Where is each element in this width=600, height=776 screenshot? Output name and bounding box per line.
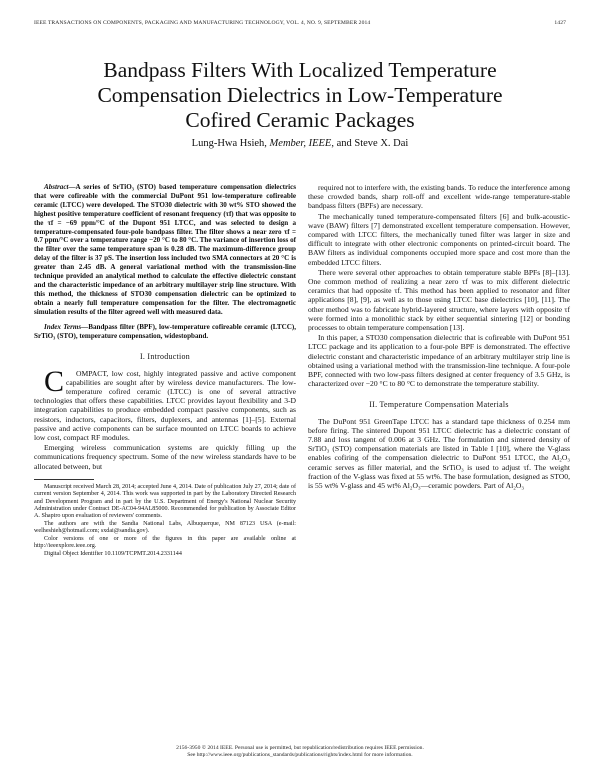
left-column (34, 183, 296, 558)
footnote-color-versions: Color versions of one or more of the figures in this paper are available online at http://ieeexplore.ieee.org. (34, 535, 296, 550)
title-line-3: Cofired Ceramic Packages (185, 108, 415, 132)
rights-link-line: See http://www.ieee.org/publications_standards/publications/rights/index.html for more information. (187, 752, 413, 759)
page-number: 1427 (554, 20, 566, 26)
copyright-footer (34, 745, 566, 760)
copyright-line: 2156-3950 © 2014 IEEE. Personal use is permitted, but republication/redistribution requires IEEE permission. (176, 745, 424, 751)
intro-paragraph-2-cont: required not to interfere with, the existing bands. To reduce the interference among these crowded bands, sharp roll-off and excellent wide-range temperature-stable bandpass filters (BPFs) are necessary. (308, 183, 570, 211)
index-terms-label: Index Terms (44, 322, 82, 331)
title-line-2: Compensation Dielectrics in Low-Temperature (97, 83, 503, 107)
materials-paragraph-1: The DuPont 951 GreenTape LTCC has a standard tape thickness of 0.254 mm before firing. The sintered Dupont 951 LTCC dielectric has a dielectric constant of 7.88 and loss tangent of 0.006 at 3 GHz. The formulation and sintered density of SrTiO₃ (STO) compensation materials are listed in Table I [10], where the V-glass enables cofiring of the compensation dielectric to DuPont 951 LTCC, the Al₂O₃ ceramic serves as filler material, and the SrTiO₃ is used to adjust τf. The weight fraction of the V-glass was fixed at 55 wt%. The base formulation, designed as STO0, is 55 wt% V-glass and 45 wt% Al₂O₃—ceramic powders. Part of Al₂O₃ (308, 416, 570, 491)
section-heading-introduction: I. Introduction (139, 352, 191, 362)
intro-paragraph-1-text: OMPACT, low cost, highly integrated passive and active component capabilities are sought after by wireless device manufacturers. The low-temperature cofired ceramic (LTCC) is one of several attractive technologies that offers these capabilities. LTCC provides layout flexibility and 3-D integration capabilities to produce embedded compact passive components, such as resistors, inductors, capacitors, filters, duplexers, and antennas [1]–[5]. External passive and active components can be surface mounted on LTCC boards to achieve low cost, compact RF modules. (34, 368, 296, 443)
running-header (34, 20, 566, 26)
author-2: , and Steve X. Dai (331, 138, 409, 149)
intro-paragraph-4: There were several other approaches to obtain temperature stable BPFs [8]–[13]. One common method of realizing a near zero τf was to mix different dielectric ceramics that had opposite τf. This method has been applied to resonator and filter applications [8], [9], as well as to those using LTCC base dielectrics [10], [11]. The other method was to fabricate hybrid-layered structure, where layers with opposite τf were formed into a monolithic stack by either sequential sintering [12] or bonding processes to obtain temperature compensation [13]. (308, 267, 570, 333)
footnote-manuscript: Manuscript received March 28, 2014; accepted June 4, 2014. Date of publication July 27, 2014; date of current version September 4, 2014. This work was supported in part by the Laboratory Directed Research and Development Program and in part by the U.S. Department of Energy's National Nuclear Security Administration under Contract DE-AC04-94AL85000. Recommended for publication by Associate Editor A. Shapiro upon evaluation of reviewers' comments. (34, 483, 296, 520)
intro-paragraph-3: The mechanically tuned temperature-compensated filters [6] and bulk-acoustic-wave (BAW) filters [7] demonstrated excellent temperature compensation. However, compared with LTCC filters, the mechanically tuned filter was larger in size and difficult to integrate with other electronic components on printed-circuit board. The BAW filters as individual components occupied more space and cost more than the embedded LTCC filters. (308, 211, 570, 267)
author-line (40, 138, 560, 149)
footnote-divider (34, 479, 94, 480)
abstract-label: Abstract (44, 183, 69, 191)
paper-title (40, 58, 560, 133)
author-1-membership: Member, IEEE (269, 138, 332, 149)
intro-paragraph-5: In this paper, a STO30 compensation dielectric that is cofireable with DuPont 951 LTCC package and its application to a four-pole BPF is demonstrated. The effective dielectric constant and characteristic impedance of an arbitrary multilayer strip line is obtained using a variational method with the transmission-line technique. A four-pole BPF, connected with two low-pass filters designed at center frequency of 3.5 GHz, is characterized over −20 °C to 80 °C to demonstrate the temperature stability. (308, 333, 570, 389)
drop-cap: C (44, 364, 65, 398)
section-heading-materials: II. Temperature Compensation Materials (369, 400, 509, 410)
title-line-1: Bandpass Filters With Localized Temperature (103, 58, 497, 82)
index-terms-text: —Bandpass filter (BPF), low-temperature cofireable ceramic (LTCC), SrTiO₃ (STO), temperature compensation, widestopband. (34, 322, 296, 340)
right-column (308, 183, 570, 490)
abstract-text: —A series of SrTiO₃ (STO) based temperature compensation dielectrics that were cofireable with the commercial DuPont 951 low-temperature cofireable ceramic (LTCC) were developed. The STO30 dielectric with 30 wt% STO showed the highest positive temperature coefficient of resonant frequency (τf) that was opposite to the τf = −69 ppm/°C of the Dupont 951 LTCC, and was selected to design a temperature-compensated four-pole bandpass filter. The filter shows a near zero τf = 0.7 ppm/°C over a temperature range −20 °C to 80 °C. The variance of insertion loss of the filter over the same temperature span is 0.28 dB. The maximum-difference group delay of the filter is 37 pS. The insertion loss included two SMA connectors at 20 °C is greater than 2.45 dB. A general variational method with the transmission-line technique provided an analytical method to calculate the effective dielectric constant and the characteristic impedance of an arbitrary multilayer strip line structure. With this method, the thickness of STO30 compensation dielectric can be optimized to obtain a nearly full temperature compensation for the filter. The electromagnetic simulation results of the filter agreed well with measured data. (34, 183, 296, 316)
journal-name: IEEE TRANSACTIONS ON COMPONENTS, PACKAGING AND MANUFACTURING TECHNOLOGY, VOL. 4, NO. 9, SEPTEMBER 2014 (34, 20, 371, 26)
intro-paragraph-1 (34, 364, 296, 443)
index-terms (34, 323, 296, 341)
intro-paragraph-2: Emerging wireless communication systems are quickly filling up the communications frequency spectrum. Some of the new wireless standards have to be allocated between, but (34, 443, 296, 471)
footnote-affiliation: The authors are with the Sandia National Labs, Albuquerque, NM 87123 USA (e-mail: welheshieh@hotmail.com; sxdai@sandia.gov). (34, 520, 296, 535)
abstract (34, 183, 296, 317)
author-1: Lung-Hwa Hsieh, (191, 138, 270, 149)
footnote-doi: Digital Object Identifier 10.1109/TCPMT.2014.2331144 (44, 550, 182, 557)
